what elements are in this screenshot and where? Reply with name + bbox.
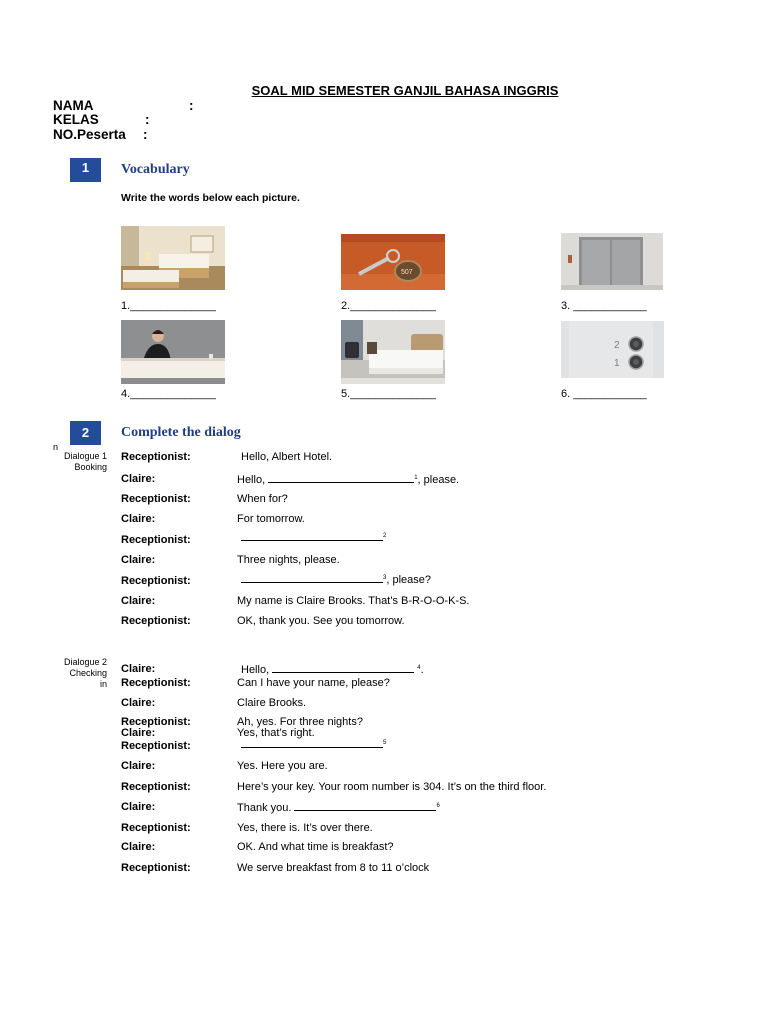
dialogue-speaker: Receptionist: — [121, 677, 191, 689]
dialogue-gap-line: 5 — [241, 738, 386, 751]
dialogue-2-label: Dialogue 2 Checking in — [63, 657, 107, 689]
dialogue-speaker: Receptionist: — [121, 781, 191, 793]
section-2-title: Complete the dialog — [121, 425, 241, 440]
receptionist-picture — [121, 320, 225, 384]
dialogue-speaker: Receptionist: — [121, 575, 191, 587]
dialogue-speaker: Claire: — [121, 841, 156, 853]
answer-blank-1[interactable]: 1.______________ — [121, 300, 216, 312]
answer-blank-5[interactable]: 5.______________ — [341, 388, 436, 400]
dialogue-line: Three nights, please. — [237, 554, 340, 566]
answer-blank-2[interactable]: 2.______________ — [341, 300, 436, 312]
answer-blank-6[interactable]: 6. ____________ — [561, 388, 647, 400]
dialogue-line: OK. And what time is breakfast? — [237, 841, 394, 853]
class-label: KELAS — [53, 112, 99, 127]
bedroom-picture — [341, 320, 445, 384]
dialogue-line: Can I have your name, please? — [237, 677, 390, 689]
floor-1-label: 1 — [614, 358, 620, 369]
dialogue-speaker: Receptionist: — [121, 534, 191, 546]
dialogue-1-label: Dialogue 1 Booking — [63, 451, 107, 472]
dialogue-speaker: Claire: — [121, 513, 156, 525]
participant-number-label: NO.Peserta — [53, 127, 126, 142]
dialogue-speaker: Claire: — [121, 663, 156, 675]
dialogue-speaker: Receptionist: — [121, 822, 191, 834]
section-1-number: 1 — [70, 158, 101, 182]
dialogue-gap-line: Hello, $^1$, please. — [237, 474, 460, 486]
fill-blank[interactable] — [268, 473, 414, 483]
section-2-number: 2 — [70, 421, 101, 445]
dialogue-line: We serve breakfast from 8 to 11 o’clock — [237, 862, 430, 874]
name-colon: : — [189, 98, 194, 113]
dialogue-line: Ah, yes. For three nights? — [237, 716, 363, 728]
dialogue-line: Claire Brooks. — [237, 697, 307, 709]
dialogue-speaker: Claire: — [121, 727, 156, 739]
dialogue-speaker: Claire: — [121, 554, 156, 566]
dialogue-speaker: Receptionist: — [121, 716, 191, 728]
dialogue-speaker: Claire: — [121, 473, 156, 485]
hotel-room-icon — [121, 226, 225, 290]
dialogue-line: When for? — [237, 493, 288, 505]
dialogue-speaker: Claire: — [121, 801, 156, 813]
dialogue-gap-line: Hello, $^4$. — [241, 664, 424, 676]
dialogue-gap-line: Thank you. $^6$ — [237, 802, 440, 814]
lift-buttons-picture — [561, 321, 664, 378]
dialogue-line: OK, thank you. See you tomorrow. — [237, 615, 405, 627]
room-key-icon — [341, 234, 445, 290]
participant-number-colon: : — [143, 127, 148, 142]
dialogue-line: Yes, that’s right. — [237, 727, 315, 739]
floor-2-label: 2 — [614, 340, 620, 351]
answer-blank-3[interactable]: 3. ____________ — [561, 300, 647, 312]
lift-buttons-icon — [561, 321, 664, 378]
fill-blank[interactable] — [241, 573, 383, 583]
bed-room-icon — [341, 320, 445, 378]
room-key-picture — [341, 234, 445, 290]
hotel-room-picture — [121, 226, 225, 290]
dialogue-line: My name is Claire Brooks. That’s B-R-O-O-K-S. — [237, 595, 470, 607]
dialogue-gap-line: 2 — [241, 531, 386, 544]
dialogue-speaker: Receptionist: — [121, 740, 191, 752]
dialogue-line: Yes. Here you are. — [237, 760, 328, 772]
answer-blank-4[interactable]: 4.______________ — [121, 388, 216, 400]
receptionist-icon — [121, 320, 225, 378]
fill-blank[interactable] — [272, 663, 414, 673]
lift-doors-picture — [561, 233, 663, 290]
dialogue-speaker: Receptionist: — [121, 493, 191, 505]
class-colon: : — [145, 112, 150, 127]
key-tag-number: 507 — [401, 269, 413, 276]
dialogue-speaker: Receptionist: — [121, 451, 191, 463]
dialogue-gap-line: $^3$, please? — [241, 573, 431, 586]
dialogue-speaker: Receptionist: — [121, 862, 191, 874]
fill-blank[interactable] — [241, 738, 383, 748]
dialogue-speaker: Claire: — [121, 760, 156, 772]
section-1-title: Vocabulary — [121, 162, 190, 177]
dialogue-line: Hello, Albert Hotel. — [241, 451, 333, 463]
dialogue-speaker: Claire: — [121, 697, 156, 709]
dialogue-speaker: Receptionist: — [121, 615, 191, 627]
stray-letter: n — [53, 442, 59, 452]
dialogue-line: Here’s your key. Your room number is 304. It’s on the third floor. — [237, 781, 547, 793]
name-label: NAMA — [53, 98, 94, 113]
dialogue-line: Yes, there is. It’s over there. — [237, 822, 373, 834]
page-title: SOAL MID SEMESTER GANJIL BAHASA INGGRIS — [251, 83, 559, 98]
lift-doors-icon — [561, 233, 663, 290]
fill-blank[interactable] — [294, 801, 436, 811]
vocabulary-instruction: Write the words below each picture. — [121, 192, 300, 204]
fill-blank[interactable] — [241, 531, 383, 541]
dialogue-speaker: Claire: — [121, 595, 156, 607]
dialogue-line: For tomorrow. — [237, 513, 305, 525]
